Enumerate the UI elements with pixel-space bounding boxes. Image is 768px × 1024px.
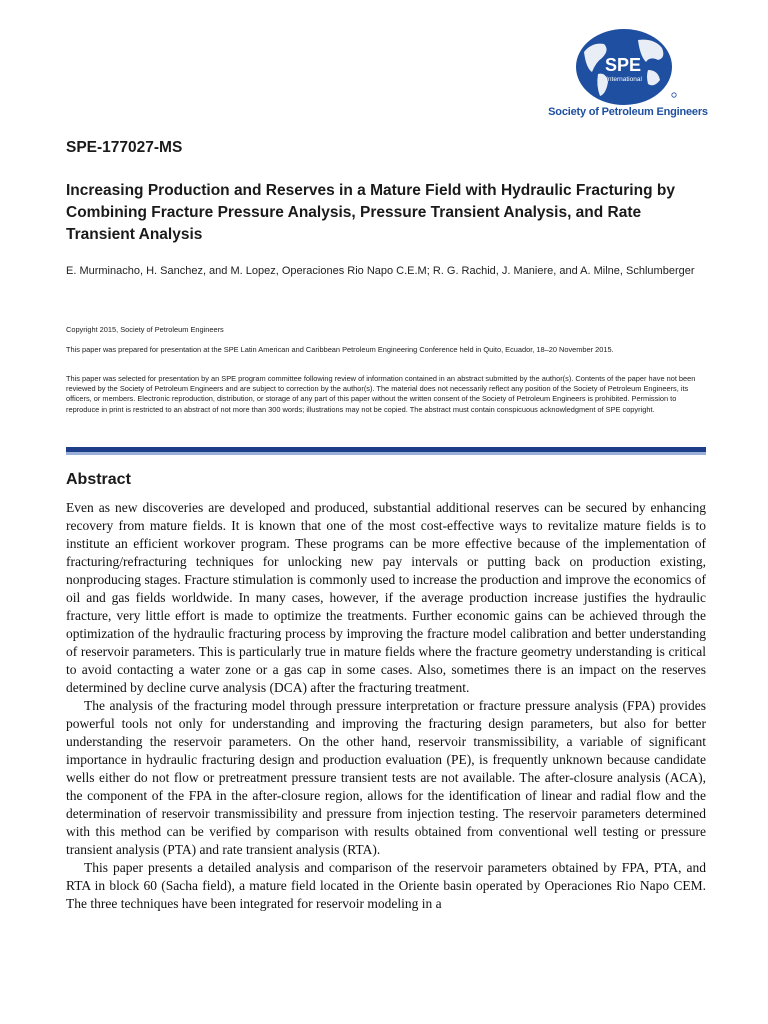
abstract-paragraph: The analysis of the fracturing model through pressure interpretation or fracture pressure analysis (FPA) provides powerful tools not only for understanding and improving the fracturing design parameters, but also for better understanding the reservoir parameters. On the other hand, reservoir transmissibility, a variable of significant importance in hydraulic fracturing design and production evaluation (PE), is frequently unknown because candidate wells either do not flow or pretreatment pressure transient tests are not available. The after-closure analysis (ACA), the component of the FPA in the after-closure region, allows for the identification of linear and radial flow and the determination of reservoir transmissibility and pressure from injection testing. The reservoir parameters determined with this method can be verified by comparison with results obtained from conventional well testing or pressure transient analysis (PTA) and rate transient analysis (RTA).: [66, 698, 706, 857]
abstract-paragraph: Even as new discoveries are developed and produced, substantial additional reserves can be secured by enhancing recovery from mature fields. It is known that one of the most cost-effective ways to revitalize mature fields is to institute an efficient workover program. These programs can be more effective because of the implementation of fracturing/refracturing techniques for unlocking new pay intervals or putting back on production existing, nonproducing stages. Fracture stimulation is commonly used to increase the production and improve the economics of oil and gas fields worldwide. In many cases, however, if the average production increase justifies the hydraulic fracture, very little effort is made to optimize the treatments. Further economic gains can be achieved through the optimization of the hydraulic fracturing process by improving the fracture model calibration and better understanding of reservoir parameters. This is particularly true in mature fields where the fracture geometry understanding is critical to avoid contacting a water zone or a gas cap in some cases. Also, sometimes there is an impact on the reserves determined by decline curve analysis (DCA) after the fracturing treatment.: [66, 500, 706, 695]
author-list: E. Murminacho, H. Sanchez, and M. Lopez, Operaciones Rio Napo C.E.M; R. G. Rachid, J. Maniere, and A. Milne, Schlumberger: [66, 265, 695, 277]
copyright-notice: Copyright 2015, Society of Petroleum Engineers: [66, 325, 224, 334]
spe-logo: [548, 28, 708, 122]
selection-notice: This paper was selected for presentation by an SPE program committee following review of information contained in an abstract submitted by the author(s). Contents of the paper have not been reviewed by the Society of Petroleum Engineers and are subject to correction by the author(s). The material does not necessarily reflect any position of the Society of Petroleum Engineers, its officers, or members. Electronic reproduction, distribution, or storage of any part of this paper without the written consent of the Society of Petroleum Engineers is prohibited. Permission to reproduce in print is restricted to an abstract of not more than 300 words; illustrations may not be copied. The abstract must contain conspicuous acknowledgment of SPE copyright.: [66, 374, 696, 414]
section-divider: [66, 447, 706, 455]
logo-mark-subtext: International: [606, 76, 642, 83]
paper-id: SPE-177027-MS: [66, 139, 183, 156]
paper-title: Increasing Production and Reserves in a Mature Field with Hydraulic Fracturing by Combining Fracture Pressure Analysis, Pressure Transient Analysis, and Rate Transient Analysis: [66, 182, 675, 243]
abstract-body: [66, 499, 706, 913]
spe-globe-icon: [562, 28, 694, 108]
logo-mark-text: SPE: [604, 55, 642, 75]
logo-caption: Society of Petroleum Engineers: [548, 106, 708, 118]
abstract-paragraph: This paper presents a detailed analysis and comparison of the reservoir parameters obtained by FPA, PTA, and RTA in block 60 (Sacha field), a mature field located in the Oriente basin operated by Operaciones Rio Napo CEM. The three techniques have been integrated for reservoir modeling in a: [66, 860, 706, 911]
presentation-notice: This paper was prepared for presentation at the SPE Latin American and Caribbean Petroleum Engineering Conference held in Quito, Ecuador, 18–20 November 2015.: [66, 345, 614, 354]
abstract-heading: Abstract: [66, 471, 131, 488]
